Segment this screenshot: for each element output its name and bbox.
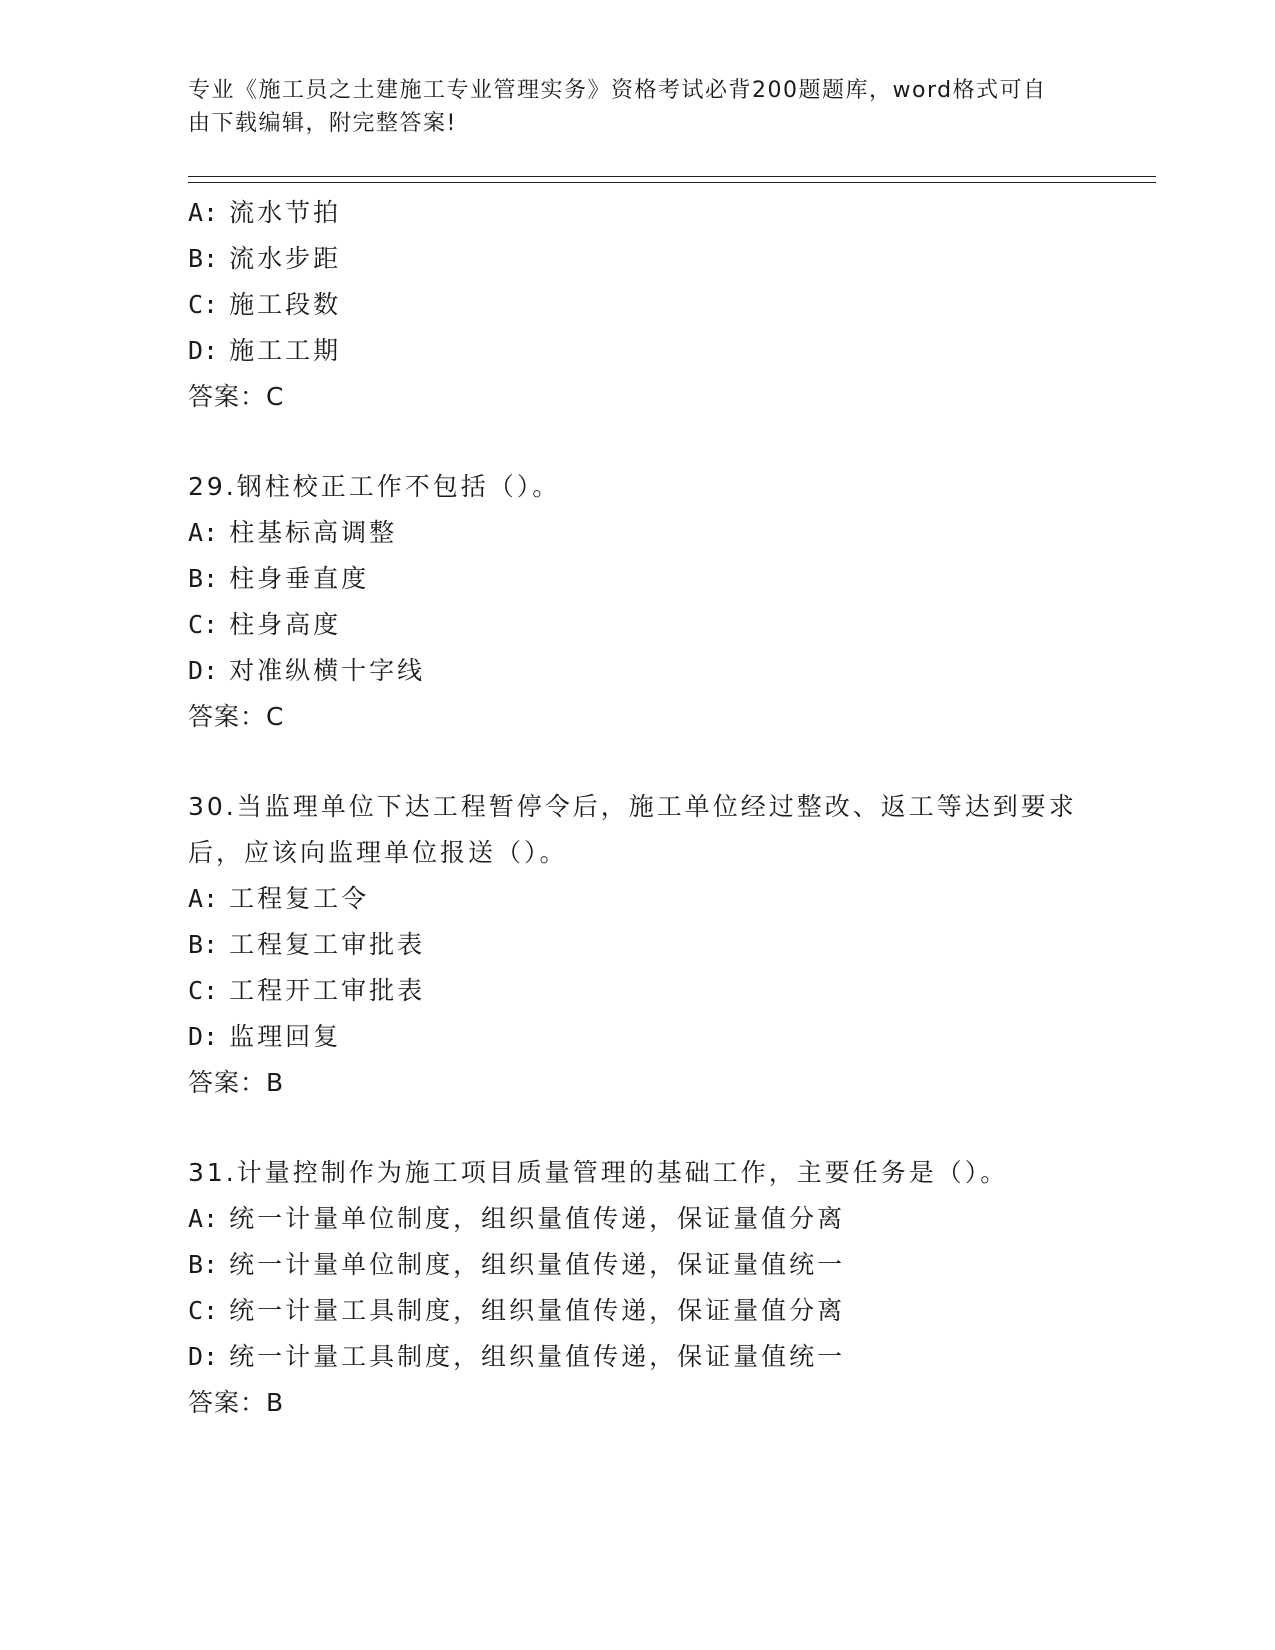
option-a: A: 统一计量单位制度，组织量值传递，保证量值分离 [188,1204,846,1233]
answer: 答案：C [188,382,285,411]
option-b: B: 流水步距 [188,244,342,273]
option-a: A: 流水节拍 [188,198,342,227]
document-header: 专业《施工员之土建施工专业管理实务》资格考试必背200题题库，word格式可自由下载编辑，附完整答案! [188,78,1047,136]
answer: 答案：B [188,1068,285,1097]
question-text: 30.当监理单位下达工程暂停令后，施工单位经过整改、返工等达到要求后，应该向监理单位报送（）。 [188,792,1077,867]
option-d: D: 监理回复 [188,1022,342,1051]
option-c: C: 柱身高度 [188,610,342,639]
option-d: D: 统一计量工具制度，组织量值传递，保证量值统一 [188,1342,846,1371]
option-b: B: 柱身垂直度 [188,564,370,593]
option-d: D: 对准纵横十字线 [188,656,426,685]
question-text: 29.钢柱校正工作不包括（）。 [188,472,561,501]
question-list [188,190,1148,1426]
question-block [188,190,1148,420]
answer: 答案：C [188,702,285,731]
question-block [188,784,1148,1106]
option-c: C: 统一计量工具制度，组织量值传递，保证量值分离 [188,1296,846,1325]
block-gap [188,1106,1148,1150]
block-gap [188,420,1148,464]
option-c: C: 施工段数 [188,290,342,319]
question-block [188,464,1148,740]
block-gap [188,740,1148,784]
option-c: C: 工程开工审批表 [188,976,426,1005]
question-text: 31.计量控制作为施工项目质量管理的基础工作，主要任务是（）。 [188,1158,1009,1187]
option-b: B: 工程复工审批表 [188,930,426,959]
option-b: B: 统一计量单位制度，组织量值传递，保证量值统一 [188,1250,846,1279]
header-rule-top [188,176,1156,177]
question-block [188,1150,1148,1426]
option-a: A: 工程复工令 [188,884,370,913]
header-rule-bottom [188,182,1156,183]
answer: 答案：B [188,1388,285,1417]
option-a: A: 柱基标高调整 [188,518,398,547]
option-d: D: 施工工期 [188,336,342,365]
